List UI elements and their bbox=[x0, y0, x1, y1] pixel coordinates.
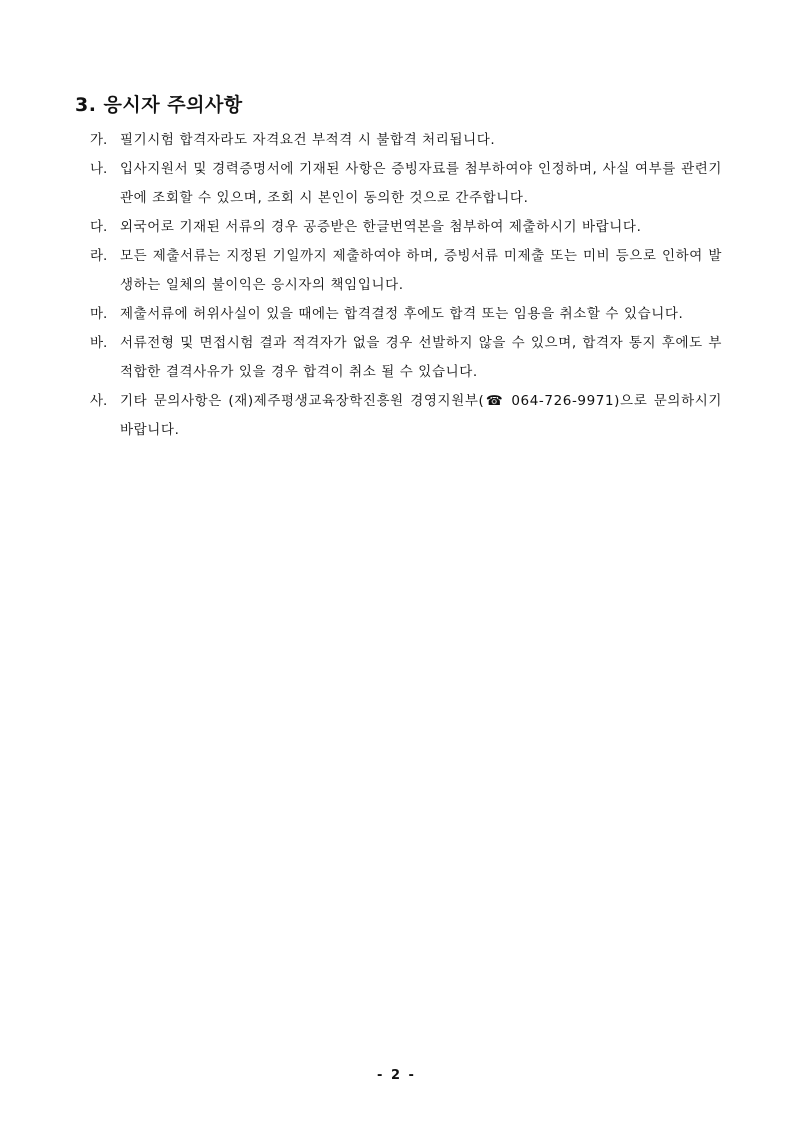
item-marker: 가. bbox=[90, 132, 108, 148]
item-text: 모든 제출서류는 지정된 기일까지 제출하여야 하며, 증빙서류 미제출 또는 미비 등으로 인하여 발생하는 일체의 불이익은 응시자의 책임입니다. bbox=[120, 248, 722, 293]
item-marker: 라. bbox=[90, 248, 108, 264]
notice-item-sa bbox=[90, 387, 722, 445]
notice-item-na bbox=[90, 155, 722, 213]
item-marker: 바. bbox=[90, 335, 108, 351]
notice-item-ra bbox=[90, 242, 722, 300]
item-marker: 마. bbox=[90, 306, 108, 322]
item-marker: 사. bbox=[90, 393, 108, 409]
item-text: 외국어로 기재된 서류의 경우 공증받은 한글번역본을 첨부하여 제출하시기 바랍니다. bbox=[120, 219, 642, 235]
item-text: 기타 문의사항은 (재)제주평생교육장학진흥원 경영지원부(☎ 064-726-9971)으로 문의하시기 바랍니다. bbox=[120, 393, 722, 438]
notice-list bbox=[90, 126, 722, 445]
notice-item-ma bbox=[90, 300, 722, 329]
section-title: 3. 응시자 주의사항 bbox=[75, 94, 243, 116]
item-text: 필기시험 합격자라도 자격요건 부적격 시 불합격 처리됩니다. bbox=[120, 132, 496, 148]
notice-item-ba bbox=[90, 329, 722, 387]
item-text: 입사지원서 및 경력증명서에 기재된 사항은 증빙자료를 첨부하여야 인정하며, 사실 여부를 관련기관에 조회할 수 있으며, 조회 시 본인이 동의한 것으로 간주합니다. bbox=[120, 161, 722, 206]
notice-item-da bbox=[90, 213, 722, 242]
item-marker: 나. bbox=[90, 161, 108, 177]
item-text: 서류전형 및 면접시험 결과 적격자가 없을 경우 선발하지 않을 수 있으며, 합격자 통지 후에도 부적합한 결격사유가 있을 경우 합격이 취소 될 수 있습니다. bbox=[120, 335, 722, 380]
page-number: - 2 - bbox=[377, 1068, 416, 1083]
notice-item-ga bbox=[90, 126, 722, 155]
item-marker: 다. bbox=[90, 219, 108, 235]
item-text: 제출서류에 허위사실이 있을 때에는 합격결정 후에도 합격 또는 임용을 취소할 수 있습니다. bbox=[120, 306, 684, 322]
